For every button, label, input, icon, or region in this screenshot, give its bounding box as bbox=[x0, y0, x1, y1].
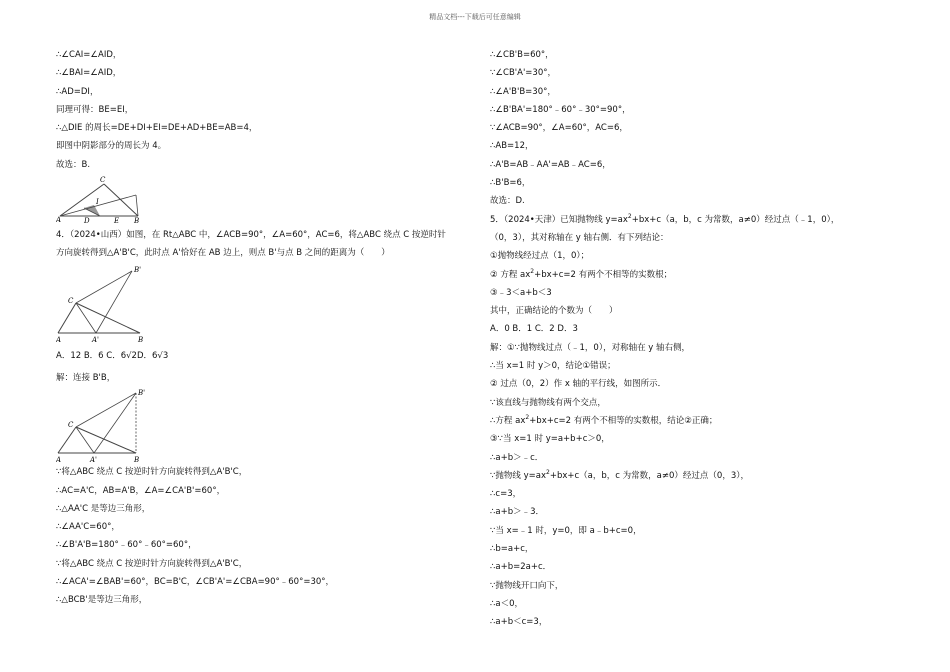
vertex-label: A' bbox=[92, 335, 99, 343]
conclusion-1: ①抛物线经过点（1，0）； bbox=[490, 251, 590, 262]
superscript: 2 bbox=[627, 212, 632, 220]
vertex-label: I bbox=[96, 198, 99, 207]
text-line: ∴△AA'C 是等边三角形， bbox=[56, 503, 151, 514]
option-d-label: D． bbox=[136, 350, 152, 361]
text-line: ∴B'B=6， bbox=[490, 178, 531, 189]
proof-block-3 bbox=[490, 46, 910, 211]
solution-title: 解：连接 B'B， bbox=[56, 372, 116, 383]
text-fragment: +bx+c=2 有两个不相等的实数根，结论②正确； bbox=[529, 415, 718, 426]
vertex-label: B' bbox=[138, 389, 146, 398]
text-line: 解：①∵抛物线过点（﹣1，0），对称轴在 y 轴右侧， bbox=[490, 342, 691, 353]
vertex-label: A bbox=[56, 216, 62, 225]
options-prefix: A．12 B．6 C． bbox=[56, 350, 121, 361]
superscript: 2 bbox=[546, 469, 550, 476]
vertex-label: D bbox=[84, 217, 90, 226]
vertex-label: E bbox=[114, 217, 120, 226]
text-line: ∵该直线与抛物线有两个交点， bbox=[490, 397, 606, 408]
vertex-label: B' bbox=[134, 265, 142, 274]
vertex-label: A bbox=[56, 456, 62, 464]
text-line: 同理可得：BE=EI， bbox=[56, 104, 134, 115]
text-line: ② 过点（0，2）作 x 轴的平行线，如图所示． bbox=[490, 379, 667, 390]
option-c-value: 6√2 bbox=[120, 350, 137, 361]
vertex-label: A' bbox=[90, 456, 97, 464]
text-fragment: 5．（2024•天津）已知抛物线 y=ax bbox=[490, 214, 628, 225]
question-5-options: A．0 B．1 C．2 D．3 bbox=[490, 324, 578, 335]
conclusion-2 bbox=[490, 266, 910, 284]
text-line: ∴∠B'A'B=180°﹣60°﹣60°=60°， bbox=[56, 540, 197, 551]
text-line: ∴AD=DI， bbox=[56, 86, 99, 97]
solution-block-1 bbox=[490, 339, 910, 412]
text-line: ∵将△ABC 绕点 C 按逆时针方向旋转得到△A'B'C， bbox=[56, 467, 248, 478]
solution-block-2 bbox=[490, 430, 910, 467]
vertex-label: C bbox=[68, 296, 74, 305]
answer-options bbox=[56, 347, 456, 365]
text-line: ∴c=3， bbox=[490, 489, 522, 500]
text-line: 故选：D. bbox=[490, 196, 525, 207]
text-line: ∴△DIE 的周长=DE+DI+EI=DE+AD+BE=AB=4， bbox=[56, 123, 258, 134]
question-5-ask: 其中，正确结论的个数为（ ） bbox=[490, 306, 618, 317]
text-line: ∴∠A'B'B=30°， bbox=[490, 86, 556, 97]
text-line: ∵∠CB'A'=30°， bbox=[490, 68, 556, 79]
question-5-line bbox=[490, 211, 910, 229]
text-fragment: ② 方程 ax bbox=[490, 269, 531, 280]
text-line: 故选：B. bbox=[56, 159, 91, 170]
text-line: 即图中阴影部分的周长为 4。 bbox=[56, 141, 167, 152]
text-fragment: +bx+c=2 有两个不相等的实数根； bbox=[534, 269, 673, 280]
question-5-line: （0，3），其对称轴在 y 轴右侧．有下列结论： bbox=[490, 232, 669, 243]
triangle-figure-1 bbox=[56, 176, 156, 226]
text-line: ∵抛物线开口向下， bbox=[490, 580, 564, 591]
text-line: ∴∠B'BA'=180°﹣60°﹣30°=90°， bbox=[490, 104, 631, 115]
superscript: 2 bbox=[530, 267, 535, 275]
text-fragment: ∴方程 ax bbox=[490, 415, 526, 426]
vertex-label: C bbox=[100, 176, 106, 185]
vertex-label: A bbox=[56, 335, 62, 343]
text-line: ∴AB=12， bbox=[490, 141, 534, 152]
text-line: ∴A'B=AB﹣AA'=AB﹣AC=6， bbox=[490, 159, 611, 170]
text-line: ∴a＜0， bbox=[490, 598, 524, 609]
option-d-value: 6√3 bbox=[152, 350, 169, 361]
text-line: ∵当 x=﹣1 时，y=0，即 a﹣b+c=0， bbox=[490, 525, 642, 536]
rotation-figure-solution bbox=[56, 387, 156, 463]
rotation-figure-question bbox=[56, 263, 156, 343]
text-line: ∴∠ACA'=∠BAB'=60°，BC=B'C，∠CB'A'=∠CBA=90°﹣60°=30°， bbox=[56, 577, 335, 588]
left-column bbox=[56, 46, 456, 610]
vertex-label: B bbox=[134, 456, 140, 464]
equation-line bbox=[490, 412, 910, 430]
text-fragment: +bx+c（a，b，c 为常数，a≠0）经过点（﹣1，0）， bbox=[631, 214, 840, 225]
text-line: ∴当 x=1 时 y＞0，结论①错误； bbox=[490, 361, 616, 372]
solution-block-3 bbox=[490, 485, 910, 631]
text-line: ∴a+b＜c=3， bbox=[490, 617, 548, 628]
proof-block-1 bbox=[56, 46, 456, 174]
text-line: ∴△BCB'是等边三角形， bbox=[56, 595, 148, 606]
vertex-label: B bbox=[134, 217, 140, 226]
parabola-line bbox=[490, 467, 910, 485]
text-line: ∴∠AA'C=60°， bbox=[56, 522, 120, 533]
text-line: ∵∠ACB=90°，∠A=60°，AC=6， bbox=[490, 123, 628, 134]
text-line: ∴∠CAI=∠AID， bbox=[56, 50, 122, 60]
conclusion-3: ③﹣3＜a+b＜3 bbox=[490, 287, 552, 298]
superscript: 2 bbox=[525, 414, 530, 422]
question-4-line: 4．（2024•山西）如图，在 Rt△ABC 中，∠ACB=90°，∠A=60°，AC=6，将△ABC 绕点 C 按逆时针 bbox=[56, 230, 446, 241]
text-fragment: +bx+c（a，b，c 为常数，a≠0）经过点（0，3）， bbox=[549, 470, 749, 481]
text-line: ∴b=a+c， bbox=[490, 544, 534, 555]
vertex-label: C bbox=[68, 421, 74, 430]
text-line: ∴a+b＞﹣c． bbox=[490, 452, 544, 463]
text-fragment: ∵抛物线 y=ax bbox=[490, 470, 547, 481]
text-line: ∴AC=A'C，AB=A'B，∠A=∠CA'B'=60°， bbox=[56, 485, 226, 496]
vertex-label: B bbox=[138, 335, 144, 343]
page-header: 精品文档---下载后可任意编辑 bbox=[429, 13, 521, 21]
right-column bbox=[490, 46, 910, 632]
text-line: ∴∠CB'B=60°， bbox=[490, 50, 554, 60]
question-4-line: 方向旋转得到△A'B'C，此时点 A'恰好在 AB 边上，则点 B'与点 B 之间的距离为（ ） bbox=[56, 248, 390, 259]
text-line: ∴a+b=2a+c． bbox=[490, 562, 552, 573]
text-line: ∴∠BAI=∠AID， bbox=[56, 68, 122, 79]
text-line: ∵将△ABC 绕点 C 按逆时针方向旋转得到△A'B'C， bbox=[56, 558, 248, 569]
proof-block-2 bbox=[56, 463, 456, 609]
text-line: ③∵当 x=1 时 y=a+b+c＞0， bbox=[490, 434, 610, 445]
text-line: ∴a+b＞﹣3． bbox=[490, 507, 545, 518]
